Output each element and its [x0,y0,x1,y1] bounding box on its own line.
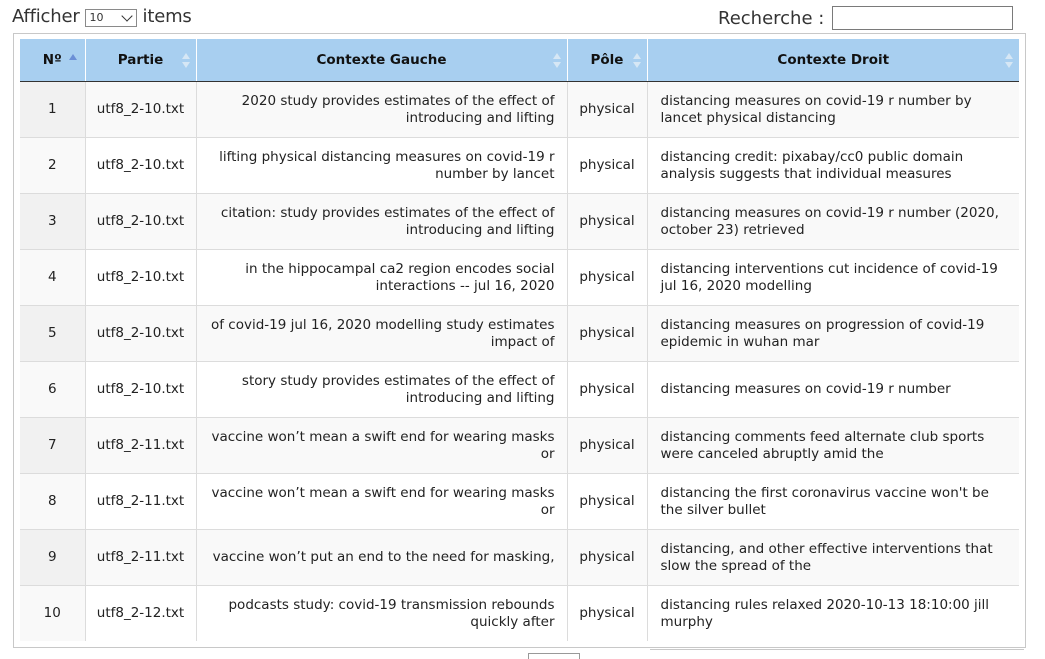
table-row[interactable] [20,474,1019,530]
table-row[interactable] [20,530,1019,586]
cell-partie: utf8_2-12.txt [85,586,196,642]
cell-contexte-gauche: story study provides estimates of the effect of introducing and lifting [196,362,567,418]
cell-contexte-gauche: vaccine won’t mean a swift end for wearing masks or [196,418,567,474]
cell-contexte-droit: distancing measures on progression of covid-19 epidemic in wuhan mar [647,306,1019,362]
header-row [20,39,1019,82]
search-control [718,6,1013,30]
cell-num: 7 [20,418,85,474]
cell-contexte-droit: distancing credit: pixabay/cc0 public domain analysis suggests that individual measures [647,138,1019,194]
cell-partie: utf8_2-10.txt [85,194,196,250]
cell-pole: physical [567,418,647,474]
cell-num: 10 [20,586,85,642]
cell-contexte-droit: distancing interventions cut incidence of covid-19 jul 16, 2020 modelling [647,250,1019,306]
cell-contexte-gauche: in the hippocampal ca2 region encodes social interactions -- jul 16, 2020 [196,250,567,306]
column-header-label: Contexte Droit [777,52,890,68]
cell-num: 9 [20,530,85,586]
table-row[interactable] [20,418,1019,474]
table-controls [0,0,1045,36]
cell-num: 1 [20,82,85,138]
table-row[interactable] [20,306,1019,362]
column-header-num[interactable] [20,39,85,82]
table-row[interactable] [20,138,1019,194]
cell-pole: physical [567,530,647,586]
column-header-label: Pôle [590,52,624,68]
cell-partie: utf8_2-10.txt [85,362,196,418]
cell-contexte-droit: distancing measures on covid-19 r number (2020, october 23) retrieved [647,194,1019,250]
cell-pole: physical [567,138,647,194]
cell-pole: physical [567,362,647,418]
cell-contexte-gauche: lifting physical distancing measures on covid-19 r number by lancet [196,138,567,194]
sort-both-icon [1005,53,1013,69]
cell-contexte-gauche: 2020 study provides estimates of the effect of introducing and lifting [196,82,567,138]
cell-num: 6 [20,362,85,418]
sort-both-icon [553,53,561,69]
column-header-label: Partie [117,52,164,68]
cell-contexte-gauche: of covid-19 jul 16, 2020 modelling study estimates impact of [196,306,567,362]
cell-contexte-gauche: vaccine won’t put an end to the need for masking, [196,530,567,586]
cell-pole: physical [567,82,647,138]
page-length-value: 10 [89,11,104,24]
cell-contexte-droit: distancing measures on covid-19 r number [647,362,1019,418]
cell-num: 5 [20,306,85,362]
column-header-pole[interactable] [567,39,647,82]
column-header-contexte-droit[interactable] [647,39,1019,82]
chevron-down-icon [121,10,132,21]
sort-both-icon [633,53,641,69]
cell-num: 2 [20,138,85,194]
cell-partie: utf8_2-10.txt [85,250,196,306]
cell-num: 4 [20,250,85,306]
cell-num: 3 [20,194,85,250]
items-label: items [142,6,192,27]
cell-pole: physical [567,306,647,362]
table-row[interactable] [20,194,1019,250]
cell-partie: utf8_2-11.txt [85,474,196,530]
table-row[interactable] [20,362,1019,418]
table-row[interactable] [20,250,1019,306]
show-label: Afficher [12,6,80,27]
cell-contexte-gauche: vaccine won’t mean a swift end for wearing masks or [196,474,567,530]
page-length-control [12,6,192,27]
column-header-label: Contexte Gauche [316,52,447,68]
cell-pole: physical [567,250,647,306]
cell-partie: utf8_2-11.txt [85,418,196,474]
column-header-label: Nº [42,52,62,68]
search-input[interactable] [832,6,1013,30]
cell-partie: utf8_2-11.txt [85,530,196,586]
sort-asc-icon [69,54,77,60]
search-label: Recherche : [718,7,825,29]
column-header-contexte-gauche[interactable] [196,39,567,82]
cell-contexte-droit: distancing measures on covid-19 r number by lancet physical distancing [647,82,1019,138]
sort-both-icon [182,53,190,69]
table-row[interactable] [20,82,1019,138]
cell-pole: physical [567,474,647,530]
pagination-stub[interactable] [528,653,580,659]
cell-partie: utf8_2-10.txt [85,306,196,362]
cell-partie: utf8_2-10.txt [85,138,196,194]
divider [650,649,1024,650]
cell-pole: physical [567,194,647,250]
cell-contexte-droit: distancing, and other effective interventions that slow the spread of the [647,530,1019,586]
cell-contexte-droit: distancing the first coronavirus vaccine won't be the silver bullet [647,474,1019,530]
results-table [20,39,1019,641]
cell-num: 8 [20,474,85,530]
cell-pole: physical [567,586,647,642]
cell-contexte-droit: distancing rules relaxed 2020-10-13 18:10:00 jill murphy [647,586,1019,642]
cell-contexte-gauche: citation: study provides estimates of the effect of introducing and lifting [196,194,567,250]
column-header-partie[interactable] [85,39,196,82]
cell-contexte-gauche: podcasts study: covid-19 transmission rebounds quickly after [196,586,567,642]
table-row[interactable] [20,586,1019,642]
cell-partie: utf8_2-10.txt [85,82,196,138]
page-length-select[interactable] [85,9,137,27]
cell-contexte-droit: distancing comments feed alternate club sports were canceled abruptly amid the [647,418,1019,474]
